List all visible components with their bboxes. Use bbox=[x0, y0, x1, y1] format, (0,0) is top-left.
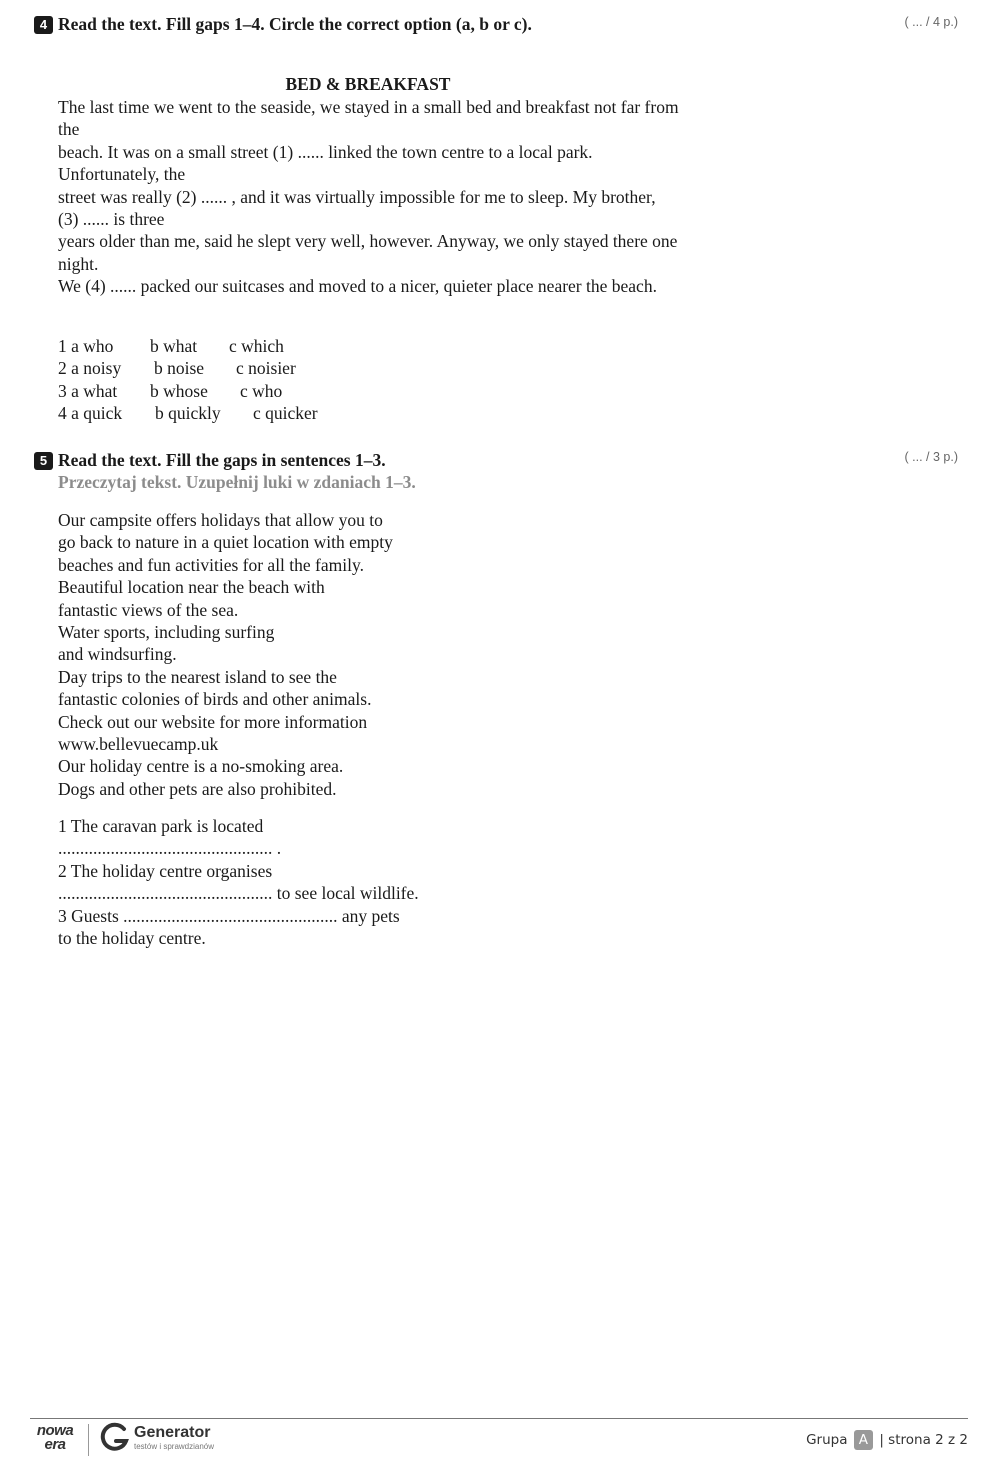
option-1b[interactable]: b what bbox=[150, 336, 198, 356]
text-line: Dogs and other pets are also prohibited. bbox=[58, 778, 337, 799]
generator-logo bbox=[134, 1424, 214, 1452]
option-3b[interactable]: b whose bbox=[150, 380, 208, 401]
text-line: night. bbox=[58, 253, 99, 274]
exercise-5-number: 5 bbox=[34, 452, 53, 470]
text-title: BED & BREAKFAST bbox=[285, 74, 451, 94]
option-3c[interactable]: c who bbox=[240, 380, 283, 401]
text-line: years older than me, said he slept very well, however. Anyway, we only stayed there one bbox=[58, 231, 678, 252]
text-line: (3) ...... is three bbox=[58, 209, 165, 230]
option-1a[interactable]: 1 a who bbox=[58, 336, 114, 356]
exercise-4-instruction: Read the text. Fill gaps 1–4. Circle the correct option (a, b or c). bbox=[58, 14, 532, 34]
sentence-line: 2 The holiday centre organises bbox=[58, 860, 273, 881]
text-line: We (4) ...... packed our suitcases and moved to a nicer, quieter place nearer the beach. bbox=[58, 276, 657, 297]
logo-text-bottom: era bbox=[44, 1436, 66, 1453]
text-line: fantastic colonies of birds and other animals. bbox=[58, 689, 372, 710]
text-line: Day trips to the nearest island to see the bbox=[58, 666, 337, 687]
option-row-4 bbox=[58, 402, 378, 424]
option-2b[interactable]: b noise bbox=[154, 358, 205, 379]
exercise-4-text bbox=[58, 96, 679, 298]
text-line: Water sports, including surfing bbox=[58, 622, 275, 643]
text-line: fantastic views of the sea. bbox=[58, 599, 239, 620]
page-number: | strona 2 z 2 bbox=[879, 1432, 968, 1448]
option-2c[interactable]: c noisier bbox=[236, 358, 296, 379]
gap-line[interactable]: ................................................. to see local wildlife. bbox=[58, 883, 419, 904]
exercise-5-text bbox=[58, 509, 393, 800]
text-line: beaches and fun activities for all the family. bbox=[58, 554, 364, 575]
generator-brand: Generator bbox=[134, 1424, 211, 1441]
exercise-4-heading bbox=[34, 13, 964, 35]
exercise-4-points: ( ... / 4 p.) bbox=[904, 15, 958, 29]
text-line: Our campsite offers holidays that allow you to bbox=[58, 510, 383, 530]
exercise-5-instruction: Read the text. Fill the gaps in sentences 1–3. bbox=[58, 450, 386, 470]
option-row-1 bbox=[58, 335, 378, 357]
exercise-4-number: 4 bbox=[34, 16, 53, 34]
gap-line[interactable]: ................................................. . bbox=[58, 838, 282, 859]
text-line: street was really (2) ...... , and it was virtually impossible for me to sleep. My brother, bbox=[58, 186, 656, 207]
exercise-5-instruction-polish: Przeczytaj tekst. Uzupełnij luki w zdaniach 1–3. bbox=[58, 472, 416, 492]
text-line: Unfortunately, the bbox=[58, 164, 186, 185]
generator-g-icon bbox=[100, 1422, 130, 1454]
option-row-3 bbox=[58, 380, 378, 402]
logo-text-top: nowa bbox=[36, 1422, 74, 1439]
option-4a[interactable]: 4 a quick bbox=[58, 403, 123, 424]
text-line: Beautiful location near the beach with bbox=[58, 577, 325, 598]
exercise-5-points: ( ... / 3 p.) bbox=[904, 450, 958, 464]
group-badge: A bbox=[854, 1430, 873, 1450]
option-4c[interactable]: c quicker bbox=[253, 403, 318, 424]
sentence-line: to the holiday centre. bbox=[58, 928, 206, 949]
generator-brand-sub: testów i sprawdzianów bbox=[134, 1442, 215, 1451]
exercise-5-sentences bbox=[58, 815, 419, 949]
text-line: Our holiday centre is a no-smoking area. bbox=[58, 756, 344, 777]
text-line: go back to nature in a quiet location with empty bbox=[58, 532, 393, 553]
gap-line[interactable]: 3 Guests ................................................. any pets bbox=[58, 905, 400, 926]
text-line: The last time we went to the seaside, we stayed in a small bed and breakfast not far from bbox=[58, 97, 679, 117]
sentence-line: 1 The caravan park is located bbox=[58, 816, 264, 836]
text-line: the bbox=[58, 119, 80, 140]
footer-divider bbox=[30, 1418, 968, 1419]
page-info bbox=[806, 1430, 968, 1450]
group-label: Grupa bbox=[806, 1432, 848, 1448]
nowa-era-logo bbox=[32, 1424, 78, 1452]
exercise-4-options bbox=[58, 335, 378, 425]
logo-separator bbox=[88, 1424, 89, 1456]
option-3a[interactable]: 3 a what bbox=[58, 380, 118, 401]
option-4b[interactable]: b quickly bbox=[155, 403, 221, 424]
website-link: www.bellevuecamp.uk bbox=[58, 734, 219, 755]
text-line: and windsurfing. bbox=[58, 644, 177, 665]
option-2a[interactable]: 2 a noisy bbox=[58, 358, 122, 379]
exercise-5-heading bbox=[34, 449, 964, 471]
option-1c[interactable]: c which bbox=[229, 336, 284, 356]
option-row-2 bbox=[58, 357, 378, 379]
text-line: beach. It was on a small street (1) ...... linked the town centre to a local park. bbox=[58, 141, 593, 162]
text-line: Check out our website for more information bbox=[58, 711, 368, 732]
